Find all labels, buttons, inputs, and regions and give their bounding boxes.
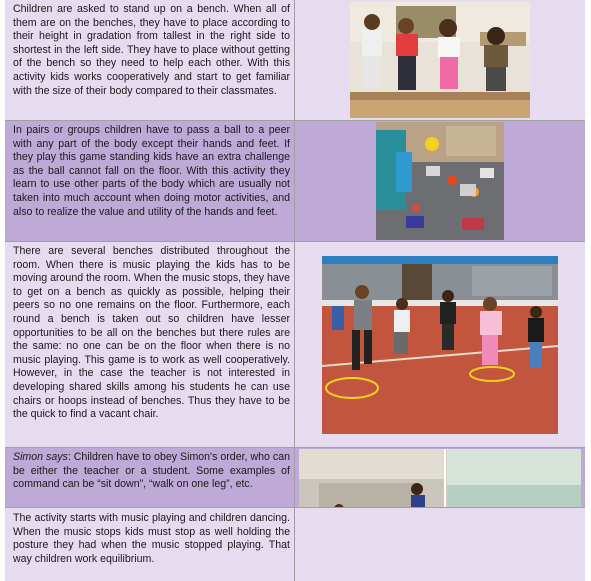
- simon-says-gym-photo: [299, 449, 581, 507]
- game-name: Simon says: [13, 451, 68, 463]
- table-row: [5, 242, 585, 448]
- activity-description: There are several benches distributed throughout the room. When there is music playing the kids has to be moving around the room. When the music stops, they have to get on a bench as quickly as possible, helping their peers so no one remains on the floor. Furthermore, each round a bench is taken out so children have lesser opportunities to be all on the benches but there rules are the same: no one can be on the floor when there is no music playing. This game is to work as well cooperatively. However, in the case the teacher is not interested in developing shared skills among his students he can use chairs or hoops instead of benches. Thus they have to be the quick to find a vacant chair.: [5, 242, 295, 447]
- activity-description-text: : Children have to obey Simon's order, who can be either the teacher or a student. Some examples of command can be “sit down”, “walk on one leg”, etc.: [13, 451, 290, 491]
- activity-photo-cell: [295, 121, 585, 241]
- activity-photo-cell: [295, 508, 585, 581]
- children-running-in-gym-photo: [322, 256, 558, 434]
- activity-description: [5, 448, 295, 507]
- activity-description: The activity starts with music playing and children dancing. When the music stops kids must stop as well holding the posture they had when the music stopped playing. That way children work equilibrium.: [5, 508, 295, 581]
- table-row: [5, 508, 585, 581]
- activity-description: Children are asked to stand up on a bench. When all of them are on the benches, they have to place according to their height in gradation from tallest in the right side to shortest in the left side. They have to place without getting of the bench so they need to help each other. With this activity kids works cooperatively and start to get familiar with the size of their body compared to their classmates.: [5, 0, 295, 120]
- table-row: [5, 121, 585, 242]
- children-passing-ball-photo: [376, 122, 504, 240]
- activity-photo-cell: [295, 448, 585, 507]
- activity-photo-cell: [295, 242, 585, 447]
- table-row: [5, 0, 585, 121]
- activity-photo-cell: [295, 0, 585, 120]
- children-standing-on-bench-photo: [350, 2, 530, 118]
- table-row: [5, 448, 585, 508]
- activity-description: In pairs or groups children have to pass a ball to a peer with any part of the body except their hands and feet. If they play this game standing kids have an extra challenge as the ball cannot fall on the floor. With this activity they learn to use other parts of the body which are usually not taken into much account when doing motor activities, and also to realize the value and utility of the hands and feet.: [5, 121, 295, 241]
